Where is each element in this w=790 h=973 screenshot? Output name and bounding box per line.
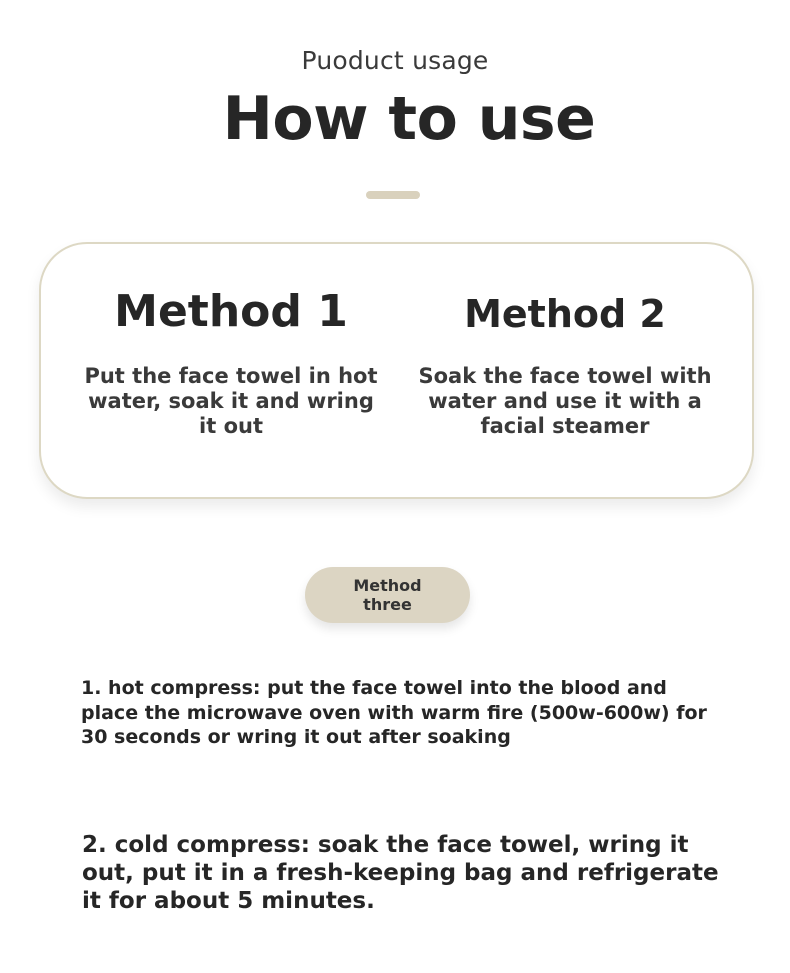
- method-1-heading: Method 1: [114, 286, 348, 337]
- hot-compress-step: 1. hot compress: put the face towel into the blood and place the microwave oven with warm fire (500w-600w) for 30 seconds or wring it out after soaking: [81, 677, 707, 748]
- title-divider: [366, 191, 420, 199]
- cold-compress-step: 2. cold compress: soak the face towel, wring it out, put it in a fresh-keeping bag and refrigerate it for about 5 minutes.: [82, 832, 719, 914]
- method-three-label: Method three: [353, 576, 422, 614]
- page-subtitle: Puoduct usage: [301, 46, 489, 75]
- page-title: How to use: [222, 84, 596, 154]
- method-2-description: Soak the face towel with water and use it with a facial steamer: [418, 364, 712, 438]
- method-1-description: Put the face towel in hot water, soak it and wring it out: [84, 364, 378, 438]
- method-2-heading: Method 2: [464, 292, 666, 336]
- method-three-badge: [305, 567, 470, 623]
- methods-card: [39, 242, 754, 499]
